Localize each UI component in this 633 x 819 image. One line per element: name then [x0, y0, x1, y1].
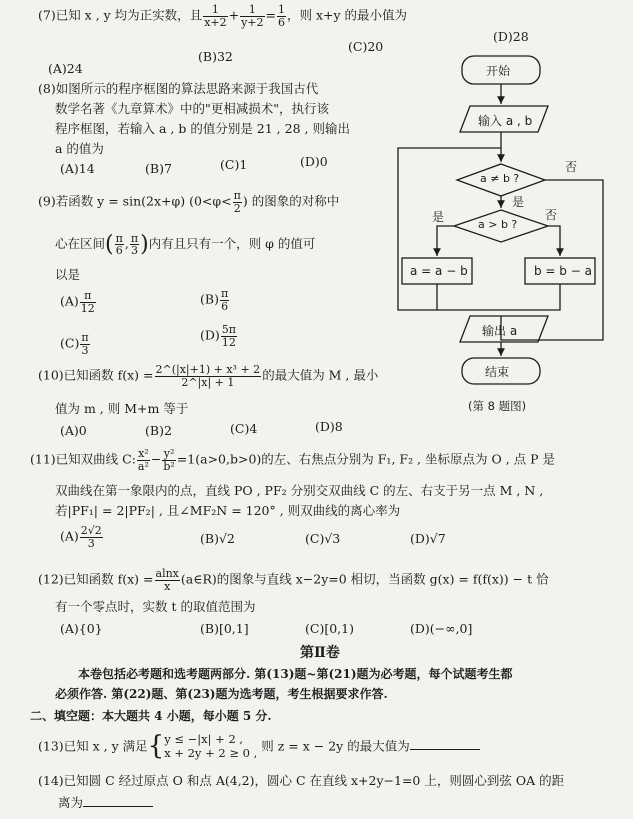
- q9-line-1: [38, 190, 339, 214]
- q8-option-b: (B)7: [145, 161, 172, 176]
- q9-half-pi-num: π: [233, 189, 241, 202]
- q12-line-1: [38, 568, 549, 592]
- flowchart-yes-1-label: 是: [512, 195, 525, 209]
- q11-opt-a-den: 3: [87, 536, 95, 550]
- q9-line-2: 心在区间( $\frac{\pi}{6}$ , $\frac{\pi}{3}$ )内有且只有一个，则 φ 的值可: [55, 231, 316, 258]
- flowchart-no-2-label: 否: [545, 208, 558, 222]
- q9-line-3: 以是: [55, 267, 81, 282]
- q10-line-1: [38, 364, 378, 388]
- q11-line-3: 若|PF₁| = 2|PF₂| , 且∠MF₂N = 120° , 则双曲线的离心率为: [55, 503, 401, 518]
- flowchart-arrow: [548, 226, 560, 256]
- q7-prefix: (7)已知 x , y 均为正实数，且: [38, 7, 203, 23]
- q11-line-2: 双曲线在第一象限内的点，直线 PO , PF₂ 分别交双曲线 C 的左、右支于另一点 M , N ,: [55, 483, 544, 498]
- q9-half-pi-den: 2: [233, 201, 241, 215]
- q12-post: (a∈R)的图象与直线 x−2y=0 相切，当函数 g(x) = f(f(x)) − t 恰: [180, 571, 549, 587]
- flowchart-yes-2-label: 是: [432, 210, 445, 224]
- q11-opt-a-label: (A): [60, 528, 79, 544]
- q9-int-b-den: 3: [130, 244, 138, 258]
- q9-line-1-pre: (9)若函数 y = sin(2x+φ) (0<φ<: [38, 193, 232, 209]
- q7-f1-den: x+2: [204, 15, 227, 29]
- q12-den: x: [164, 579, 171, 593]
- q10-option-d: (D)8: [315, 419, 343, 434]
- q9-opt-c-label: (C): [60, 335, 80, 351]
- q9-interval-a: [115, 233, 124, 257]
- q14-answer-blank[interactable]: [83, 806, 153, 807]
- q10-fraction: [155, 364, 262, 388]
- q9-line-2-pre: 心在区间: [55, 236, 106, 252]
- q7-f3-den: 6: [278, 15, 286, 29]
- q7-f3-num: 1: [278, 3, 286, 16]
- q11-post: =1(a>0,b>0)的左、右焦点分别为 F₁, F₂ , 坐标原点为 O , 点 P 是: [176, 451, 555, 467]
- q9-opt-b-num: π: [220, 287, 229, 300]
- q12-option-b: (B)[0,1]: [200, 621, 249, 636]
- section-intro-1: 本卷包括必考题和选考题两部分. 第(13)题~第(21)题为必考题，每个试题考生都: [78, 667, 513, 681]
- flowchart-start-label: 开始: [486, 64, 511, 78]
- q9-opt-a-label: (A): [60, 293, 79, 309]
- q11-option-b: (B)√2: [200, 531, 235, 546]
- q13-line: (13)已知 x , y 满足{ y ≤ −|x| + 2 , x + 2y + 2 ≥ 0 , 则 z = x − 2y 的最大值为: [38, 732, 480, 762]
- q7-f1-num: 1: [203, 4, 227, 17]
- q11-fraction-2: [162, 448, 175, 472]
- q7-option-b: (B)32: [198, 49, 233, 64]
- q9-opt-d-den: 12: [221, 335, 236, 349]
- q8-line-2: 数学名著《九章算术》中的"更相减损术"，执行该: [55, 101, 329, 116]
- flowchart-caption: (第 8 题图): [468, 399, 527, 413]
- q9-int-a-den: 6: [115, 244, 123, 258]
- q9-option-c: [60, 332, 91, 356]
- q7-plus: +: [228, 7, 240, 23]
- q12-option-d: (D)(−∞,0]: [410, 621, 473, 636]
- q11-line-1: [30, 448, 555, 472]
- section-intro-2: 必须作答. 第(22)题、第(23)题为选考题，考生根据要求作答.: [55, 687, 388, 701]
- q7-f2-num: 1: [240, 4, 264, 17]
- q7-stem: [38, 4, 407, 28]
- q14-line-2-text: 离为: [58, 795, 84, 810]
- q8-line-4: a 的值为: [55, 141, 104, 156]
- q7-option-a: (A)24: [48, 61, 83, 76]
- q9-opt-c-den: 3: [81, 343, 89, 357]
- flowchart-output-label: 输出 a: [482, 324, 518, 338]
- q13-constraint-1: y ≤ −|x| + 2 ,: [164, 732, 244, 747]
- q9-opt-a-num: π: [80, 290, 96, 303]
- flowchart-no-1-label: 否: [565, 160, 578, 174]
- q7-option-c: (C)20: [348, 39, 384, 54]
- q8-line-1: (8)如图所示的程序框图的算法思路来源于我国古代: [38, 81, 319, 96]
- q9-interval-comma: ,: [124, 236, 129, 252]
- q12-num: alnx: [155, 567, 179, 580]
- q7-fraction-1: [203, 4, 227, 28]
- q7-option-d: (D)28: [493, 29, 529, 44]
- q8-line-3: 程序框图，若输入 a , b 的值分别是 21 , 28 , 则输出: [55, 121, 350, 136]
- q9-opt-d-frac: [221, 324, 237, 348]
- q14-line-1: (14)已知圆 C 经过原点 O 和点 A(4,2)，圆心 C 在直线 x+2y−1=0 上，则圆心到弦 OA 的距: [38, 773, 565, 788]
- q9-int-b-num: π: [130, 231, 139, 245]
- q9-opt-a-frac: [80, 290, 96, 314]
- q9-opt-d-label: (D): [200, 327, 220, 343]
- q7-fraction-3: [277, 4, 286, 28]
- q13-pre: (13)已知 x , y 满足: [38, 738, 148, 754]
- q9-option-d: [200, 324, 238, 348]
- q9-opt-a-den: 12: [80, 301, 95, 315]
- q9-half-pi: [233, 190, 242, 214]
- q8-option-a: (A)14: [60, 161, 95, 176]
- q9-opt-d-num: 5π: [221, 323, 237, 336]
- q11-f1-den: a²: [137, 459, 149, 473]
- q12-fraction: [155, 568, 180, 592]
- q10-pre: (10)已知函数 f(x) =: [38, 367, 154, 383]
- q9-opt-b-den: 6: [221, 299, 229, 313]
- q9-int-a-num: π: [115, 231, 123, 245]
- q10-post: 的最大值为 M , 最小: [262, 367, 379, 383]
- q9-interval-b: [130, 233, 139, 257]
- q13-constraint-2: x + 2y + 2 ≥ 0 ,: [164, 745, 258, 760]
- q7-fraction-2: [240, 4, 264, 28]
- q7-suffix: ，则 x+y 的最小值为: [287, 7, 408, 23]
- q9-opt-b-frac: [220, 288, 229, 312]
- q10-option-a: (A)0: [60, 423, 87, 438]
- q13-answer-blank[interactable]: [410, 749, 480, 750]
- q11-f2-den: b²: [163, 459, 175, 473]
- q13-constraint-system: [164, 733, 257, 761]
- flowchart-arrow: [437, 226, 454, 256]
- q11-fraction-1: [137, 448, 150, 472]
- flowchart-right-box-label: b = b − a: [534, 264, 592, 278]
- q10-num: 2^(|x|+1) + x³ + 2: [155, 363, 261, 376]
- q10-option-c: (C)4: [230, 421, 258, 436]
- q9-opt-c-frac: [80, 332, 89, 356]
- flowchart-left-box-label: a = a − b: [410, 264, 468, 278]
- q9-opt-c-num: π: [81, 331, 89, 344]
- q14-line-2: [58, 796, 153, 810]
- q11-pre: (11)已知双曲线 C:: [30, 451, 136, 467]
- flowchart-merge-line: [437, 284, 560, 310]
- q10-option-b: (B)2: [145, 423, 172, 438]
- q9-option-a: [60, 290, 97, 314]
- q12-line-2: 有一个零点时，实数 t 的取值范围为: [55, 599, 256, 614]
- q9-opt-b-label: (B): [200, 291, 219, 307]
- q12-option-a: (A){0}: [60, 621, 103, 636]
- q10-den: 2^|x| + 1: [181, 375, 235, 389]
- q11-option-a: [60, 525, 104, 549]
- q11-f1-num: x²: [138, 447, 149, 460]
- q7-eq: =: [265, 7, 277, 23]
- q8-option-c: (C)1: [220, 157, 248, 172]
- q10-line-2: 值为 m , 则 M+m 等于: [55, 401, 189, 416]
- q9-line-1-post: ) 的图象的对称中: [242, 193, 340, 209]
- q11-opt-a-num: 2√2: [80, 524, 102, 537]
- section-title: 第Ⅱ卷: [300, 645, 340, 661]
- q9-line-2-post: 内有且只有一个，则 φ 的值可: [148, 236, 316, 252]
- q8-option-d: (D)0: [300, 154, 328, 169]
- q11-minus: −: [150, 451, 162, 467]
- fill-in-heading: 二、填空题：本大题共 4 小题，每小题 5 分.: [30, 709, 272, 723]
- q7-f2-den: y+2: [241, 15, 264, 29]
- q9-option-b: [200, 288, 230, 312]
- flowchart-cond-1-label: a ≠ b ?: [480, 172, 520, 185]
- flowchart-cond-2-label: a > b ?: [478, 218, 518, 231]
- q11-option-d: (D)√7: [410, 531, 446, 546]
- q11-option-c: (C)√3: [305, 531, 341, 546]
- q11-opt-a-frac: [80, 525, 103, 549]
- q12-pre: (12)已知函数 f(x) =: [38, 571, 154, 587]
- flowchart-end-label: 结束: [485, 365, 510, 379]
- q11-f2-num: y²: [163, 447, 175, 460]
- q13-post: 则 z = x − 2y 的最大值为: [261, 738, 410, 754]
- q12-option-c: (C)[0,1): [305, 621, 354, 636]
- flowchart-input-label: 输入 a , b: [478, 114, 533, 128]
